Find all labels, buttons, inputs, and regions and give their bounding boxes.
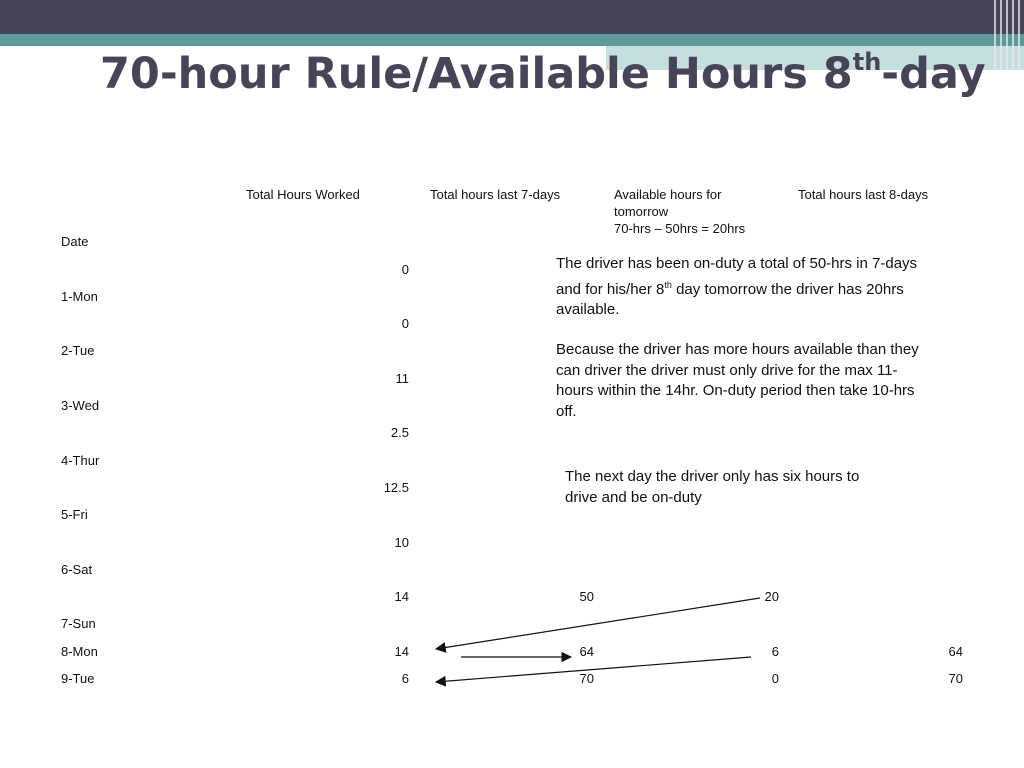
available-hours-value: 0 [771, 671, 779, 686]
last-7-days-value: 50 [579, 589, 594, 604]
note-line: Because the driver has more hours available than they [556, 341, 919, 358]
slide-title-superscript: th [852, 48, 882, 76]
hours-worked-value: 6 [401, 671, 409, 686]
row-day-label: 7-Sun [61, 616, 96, 631]
hours-worked-value: 12.5 [383, 480, 409, 495]
hours-worked-value: 0 [401, 316, 409, 331]
row-day-label: 5-Fri [61, 507, 88, 522]
arrow-available-next-day [436, 657, 751, 682]
date-label: Date [61, 234, 89, 249]
header-total-hours-worked: Total Hours Worked [246, 187, 360, 202]
row-day-label: 2-Tue [61, 343, 95, 358]
header-available-line-2: tomorrow [614, 204, 669, 219]
note-line: can driver the driver must only drive for the max 11- [556, 361, 898, 379]
note-text: day tomorrow the driver has 20hrs [671, 280, 904, 298]
note-superscript: th [664, 279, 672, 290]
available-hours-value: 20 [764, 589, 779, 604]
hours-worked-value: 11 [395, 371, 409, 386]
hours-worked-value: 14 [394, 589, 409, 604]
hours-worked-value: 0 [401, 262, 409, 277]
last-7-days-value: 70 [579, 671, 594, 686]
header-total-hours-last-8-days: Total hours last 8-days [798, 187, 929, 202]
hours-worked-value: 10 [394, 535, 409, 550]
row-day-label: 1-Mon [61, 289, 98, 304]
note-line: The driver has been on-duty a total of 50-hrs in 7-days [556, 255, 918, 272]
note-text: and for his/her 8 [556, 280, 665, 298]
slide-title-end: -day [881, 49, 986, 99]
note-line: The next day the driver only has six hours to [565, 468, 860, 485]
note-line: drive and be on-duty [565, 488, 702, 506]
row-day-label: 8-Mon [61, 644, 98, 659]
last-8-days-value: 64 [948, 644, 963, 659]
row-day-label: 6-Sat [61, 562, 93, 577]
hours-worked-value: 14 [394, 644, 409, 659]
arrow-available-to-worked [436, 598, 760, 649]
last-7-days-value: 64 [579, 644, 594, 659]
header-total-hours-last-7-days: Total hours last 7-days [430, 187, 561, 202]
note-line: off. [556, 402, 577, 420]
header-available-line-3: 70-hrs – 50hrs = 20hrs [614, 221, 746, 236]
note-line: available. [556, 301, 620, 318]
row-day-label: 9-Tue [61, 671, 95, 686]
available-hours-value: 6 [771, 644, 779, 659]
slide-title-main: 70-hour Rule/Available Hours 8 [100, 49, 853, 99]
row-day-label: 3-Wed [61, 398, 100, 413]
header-available-line-1: Available hours for [614, 187, 722, 202]
hours-worked-value: 2.5 [390, 425, 409, 440]
last-8-days-value: 70 [948, 671, 963, 686]
row-day-label: 4-Thur [61, 453, 100, 468]
note-line: hours within the 14hr. On-duty period then take 10-hrs [556, 382, 915, 399]
